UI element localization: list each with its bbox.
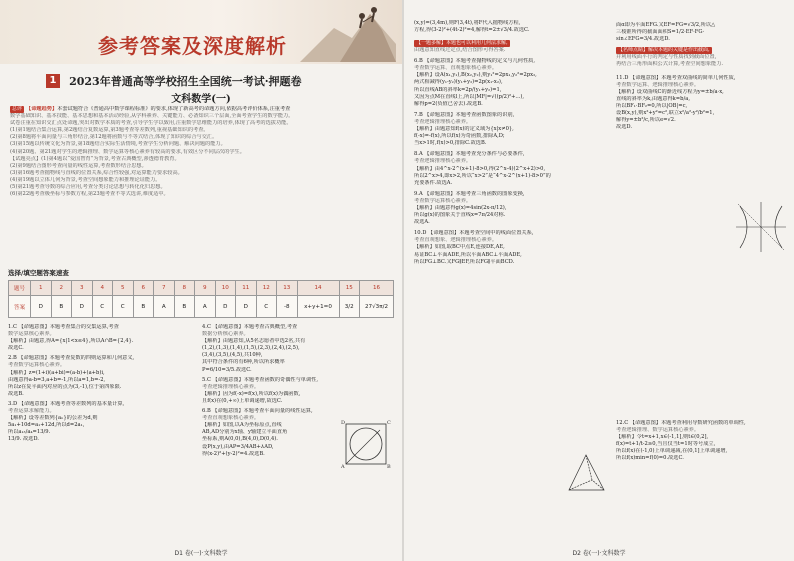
overview-block — [10, 106, 394, 198]
solution-line: 当x>1时,f(x)>0,排除C.故选B. — [414, 140, 487, 147]
table-cell: 4 — [92, 281, 113, 296]
overview-line: 数学基础知识、基本技能、基本思想和基本活动经验,从学科素养、关键能力、必备知识三个层面,全面考查学生的数学能力。 — [10, 113, 294, 120]
table-cell: 6 — [133, 281, 154, 296]
solution-line: 易证BC⊥平面ADE,所以平面ABC⊥平面ADE, — [414, 251, 522, 258]
table-cell: D — [236, 296, 257, 318]
solution-line: 【解析】设A(x₁,y₁),B(x₂,y₂),则y₁²=2px₁,y₂²=2px₂, — [414, 72, 537, 79]
overview-text: 本套试题符合《普通高中数学课程标准》的要求,体现了新高考的命题方向,依据高考评价体系,注重考查 — [57, 106, 291, 112]
solution-line: 【解析】z=(1+i)(a+bi)=(a-b)+(a+b)i, — [8, 369, 105, 376]
climber-head-2 — [371, 7, 377, 13]
solution-line: (x,y)=(3,4m),则F(3,4t),将F代入抛物线方程, — [414, 20, 521, 26]
solution-line: 【解析】如图,以A为坐标原点,直线 — [202, 422, 282, 429]
label-point: A — [341, 464, 345, 468]
table-cell: C — [256, 296, 277, 318]
solution-line: 7.B 【命题意图】本题考查函数图象的识别, — [414, 111, 515, 118]
banner-title: 参考答案及深度解析 — [98, 34, 287, 58]
solution-line: 5a₁+10d=a₁+12d,所以d=2a₁, — [8, 422, 85, 429]
solution-line: sin∠EFG=3/4.故选D. — [616, 36, 670, 43]
solution-line: 所以BF₁·BF₂=0,所以|OB|=c, — [616, 102, 688, 109]
solution-line: 2.B 【命题意图】本题考查复数的四则运算和几何意义, — [8, 355, 135, 362]
solution-line: f(-x)=-f(x),所以f(x)为奇函数,排除A,D; — [414, 133, 505, 140]
solution-line: 考查逻辑推理、数学运算核心素养。 — [616, 427, 700, 434]
solution-line: 坐标系,则A(0,0),B(4,0),D(0,4). — [202, 436, 278, 443]
diagonal-line — [346, 430, 380, 464]
solution-line: 考查逻辑推理核心素养。 — [414, 158, 472, 165]
solution-line: 考查运算求解能力。 — [8, 408, 55, 415]
solution-line: 考查直观想象核心素养。 — [202, 415, 260, 422]
answer-value-row — [9, 296, 394, 318]
solution-line: 9.A 【命题意图】本题考查三角函数的图象变换, — [414, 190, 525, 197]
solution-line: 5.C 【命题意图】本题考查函数的奇偶性与单调性, — [202, 376, 318, 383]
table-cell: 27√3π/2 — [360, 296, 394, 318]
overview-line: (4)第19题以立体几何为背景,考查空间想象能力和推理论证能力。 — [10, 176, 161, 183]
right-page — [404, 0, 794, 561]
solution-line: 【解析】因为f(-x)=f(x),所以f(x)为偶函数, — [202, 390, 301, 397]
solution-line: 考查逻辑推理核心素养。 — [202, 383, 260, 390]
table-cell: 10 — [215, 281, 236, 296]
solution-line: 又因为点M在直线l上,所以|MF|=√((p/2)²+...), — [414, 93, 525, 100]
overview-line: (2)第9题结合图形考查向量的线性运算,考查数形结合思想。 — [10, 162, 147, 169]
table-cell: B — [174, 296, 195, 318]
solution-line: 所以f(x)min=f(0)=0.故选C. — [616, 455, 684, 462]
solution-line: 故选B. — [8, 390, 24, 397]
table-cell: A — [154, 296, 175, 318]
overview-line: (4)第20题、第21题对学生的逻辑推理、数学运算等核心素养有较高的要求,有效区分不同层次的学生。 — [10, 148, 245, 155]
table-cell: D — [72, 296, 93, 318]
solution-line: 13/9. 故选D. — [8, 436, 39, 443]
tetrahedron-edge — [569, 480, 592, 490]
exam-title: 2023年普通高等学校招生全国统一考试·押题卷 — [69, 74, 302, 88]
table-cell: D — [215, 296, 236, 318]
right-footer: D2 卷(一)·文科数学 — [572, 550, 626, 557]
answer-table-title: 选择/填空题答案速查 — [8, 269, 69, 277]
solution-line: 故选A. — [414, 219, 430, 226]
solution-line: 12.C 【命题意图】本题考查利用导数研究函数的单调性, — [616, 420, 746, 426]
solution-line: 解得p=2(负值已舍去).故选B. — [414, 100, 483, 107]
table-cell: 3 — [72, 281, 93, 296]
label-point: C — [387, 420, 391, 426]
answer-header-row — [9, 281, 394, 296]
solution-line: 设B(x,y),则x²+y²=c²,联立x²/a²-y²/b²=1, — [616, 110, 715, 117]
solution-line: 【解析】由题意,得A={x|1<x≤4},所以A∩B={2,4}. — [8, 338, 134, 345]
table-cell: B — [133, 296, 154, 318]
table-cell: 1 — [31, 281, 52, 296]
solution-line: 且f(x)在(0,+∞)上单调递增,故选C. — [202, 397, 283, 404]
right-column-1 — [414, 40, 610, 266]
solution-line: 并利用线面平行的判定与性质找到截面位置, — [616, 54, 717, 61]
table-cell: 答案 — [9, 296, 31, 318]
table-cell: 16 — [360, 281, 394, 296]
solution-line: 充要条件.故选A. — [414, 179, 453, 186]
table-cell: 12 — [256, 281, 277, 296]
solution-line: 【解析】设等差数列{aₙ}的公差为d,则 — [8, 415, 98, 422]
solution-line: 故选D. — [616, 124, 632, 131]
exam-title-bar — [46, 70, 376, 86]
solution-line: 所以直线AB的斜率k=2p/(y₁+y₂)=1, — [414, 86, 502, 93]
solution-line: P=6/10=3/5.故选C. — [202, 366, 252, 373]
overview-line: 试卷注重在知识交汇点处命题,突出对数学本质的考查,引导学生学以致用,注重数学思维能力的培养,体现了高考的选拔功能。 — [10, 120, 292, 127]
right-column-2 — [616, 22, 788, 131]
right-top-lines — [414, 20, 610, 34]
overview-tag: 总评 — [12, 106, 23, 112]
solution-line: 考查直观想象、逻辑推理核心素养。 — [414, 237, 498, 244]
banner — [0, 0, 402, 64]
solution-line: 数学运算核心素养。 — [8, 331, 55, 338]
solution-line: 解得y=±b²/c,所以e=√2. — [616, 117, 676, 124]
tetrahedron-edge — [586, 455, 592, 480]
label-point: D — [341, 420, 346, 426]
solution-line: 【解析】设双曲线C的渐近线方程为y=±b/a·x, — [616, 88, 724, 95]
solution-line: 6.B 【命题意图】本题考查平面向量的线性运算, — [202, 408, 313, 415]
overview-label: 【命题趋势】 — [26, 106, 58, 112]
table-cell: -8 — [277, 296, 298, 318]
solution-line: (1,2),(1,3),(1,4),(1,5),(2,3),(2,4),(2,5), — [202, 345, 300, 352]
solutions-column-1 — [8, 324, 194, 444]
table-cell: D — [31, 296, 52, 318]
solution-line — [616, 47, 788, 54]
solution-line: 其中符合条件的有6种,所以所求概率 — [202, 359, 285, 366]
table-cell: A — [195, 296, 216, 318]
solution-line: 面α即为平面EFG.又EF=FG=√3/2,所以△ — [616, 22, 716, 28]
solution-line: 直线的斜率为k,由题意得k=b/a, — [616, 95, 690, 102]
solution-line: 1.C 【命题意图】本题考查集合的交集运算,考查 — [8, 324, 119, 330]
climbers-illustration — [300, 4, 396, 62]
solution-line: 所以a₁₃/a₄=13/9. — [8, 429, 51, 436]
table-cell: 题号 — [9, 281, 31, 296]
exam-subtitle: 文科数学(一) — [171, 94, 231, 105]
solution-line: 数据分析核心素养。 — [202, 331, 249, 338]
table-cell: 14 — [297, 281, 339, 296]
solution-line: AB,AD分别为x轴、y轴建立平面直角 — [202, 429, 288, 436]
solution-line: 6.B 【命题意图】本题考查抛物线的定义与几何性质, — [414, 58, 535, 65]
solution-line: 再结合三角形面积公式计算,考查空间想象能力. — [616, 61, 724, 68]
solution-line: 方程,得(3-2)²+(4t-2)²=4,解得t=2±√3/4.故选C. — [414, 27, 530, 34]
solution-line: 【解析】由4^x-2^(x+1)-8>0,得(2^x-4)(2^x+2)>0, — [414, 165, 546, 172]
answer-table — [8, 280, 394, 318]
tetrahedron-face — [569, 455, 604, 490]
solution-line: 4.C 【命题意图】本题考查古典概型,考查 — [202, 324, 298, 330]
solution-line: 8.A 【命题意图】本题考查充分条件与必要条件, — [414, 151, 525, 158]
table-cell: C — [113, 296, 134, 318]
table-cell: 3/2 — [339, 296, 360, 318]
table-cell: 2 — [51, 281, 72, 296]
table-cell: 5 — [113, 281, 134, 296]
table-cell: 7 — [154, 281, 175, 296]
multi-solution-tag: 【一题多解】本题也可以利用几何法求解, — [416, 40, 508, 46]
table-cell: 9 — [195, 281, 216, 296]
solution-line: 所以FG⊥BC.又FG∥EF,所以FG∥平面BCD. — [414, 258, 515, 265]
right-column-2-lower — [616, 420, 788, 463]
geometry-figure — [340, 418, 394, 468]
overview-line: 【试题亮点】(1)第4题以“爱国智育”为背景,考查古典概型,渗透德育教育。 — [10, 155, 180, 162]
table-cell: 15 — [339, 281, 360, 296]
solution-line: 【解析】由题意知,从5名志愿者中选2名,共有 — [202, 338, 306, 345]
left-footer: D1 卷(一)·文科数学 — [174, 550, 228, 557]
solution-line: (3,4),(3,5),(4,5),共10种, — [202, 352, 263, 359]
overview-line — [10, 106, 394, 113]
solution-line: 考查数学运算、逻辑推理核心素养。 — [616, 81, 700, 88]
solution-line: 10.D 【命题意图】本题考查空间中的线面位置关系, — [414, 230, 534, 237]
overview-line: (3)第15题以传统文化为背景,第18题结合实际生活情境,考查学生分析问题、解决问题的能力。 — [10, 141, 226, 148]
solution-line: 考查数学运算、直观想象核心素养。 — [414, 65, 498, 72]
solution-line: 【解析】令t=x+1,x∈(-1,1],则t∈(0,2], — [616, 434, 709, 441]
solution-line: 【解析】如图,取BC中点E,连接DE,AE, — [414, 244, 505, 251]
table-cell: x+y+1=0 — [297, 296, 339, 318]
solution-line: 考查数学运算核心素养。 — [8, 362, 66, 369]
solutions-column-2 — [202, 324, 396, 468]
solution-line: 【解析】由题意得g(x)=4sin(2x-π/12), — [414, 204, 507, 211]
solution-line: 3.D 【命题意图】本题考查等差数列的基本量计算, — [8, 400, 125, 407]
overview-line: (3)第16题考查抛物线与直线的位置关系,综合性较强,对运算能力要求较高。 — [10, 169, 183, 176]
overview-line: (1)第1题结合集合运算,第2题结合复数运算,第3题考查等差数列,重视基础知识的考查。 — [10, 127, 209, 134]
solution-line: 所以z在复平面内对应的点为(3,-1),位于第四象限. — [8, 383, 122, 390]
overview-line: (5)第21题考查导数的综合应用,考查分类讨论思想与转化化归思想。 — [10, 184, 166, 191]
solution-line — [414, 40, 610, 47]
solution-line: 得(x-2)²+(y-2)²=4.故选B. — [202, 450, 265, 457]
solution-line: 由题意得a-b=3,a+b=-1,所以a=1,b=-2, — [8, 376, 106, 383]
solution-line: 由题意知直线过定点,结合图形可得答案. — [414, 47, 506, 54]
hyperbola-figure — [734, 200, 788, 254]
solution-line: 【解析】由题意知f(x)的定义域为{x|x≠0}, — [414, 126, 514, 133]
table-cell: 8 — [174, 281, 195, 296]
exam-number: 1 — [46, 74, 60, 88]
solution-line: 所以f(x)在(-1,0)上单调递减,在(0,1]上单调递增, — [616, 448, 728, 455]
solution-line: 11.D 【命题意图】本题考查双曲线的简单几何性质, — [616, 74, 736, 81]
table-cell: B — [51, 296, 72, 318]
solution-line: 考查逻辑推理核心素养。 — [414, 118, 472, 125]
overview-line: (6)第22题考查极坐标与参数方程,第23题考查不等式选讲,难度适中。 — [10, 191, 169, 198]
solution-line: 两式相减得(y₁-y₂)(y₁+y₂)=2p(x₁-x₂), — [414, 79, 503, 86]
table-cell: 11 — [236, 281, 257, 296]
solution-line: 所以2^x>4,即x>2,所以“x>2”是“4^x-2^(x+1)-8>0”的 — [414, 172, 551, 179]
table-cell: 13 — [277, 281, 298, 296]
overview-line: (2)第8题将平面向量与三角形结合,第12题将函数与不等式结合,体现了知识的综合与交汇。 — [10, 134, 218, 141]
tetrahedron-figure — [566, 452, 608, 496]
tetrahedron-edge — [592, 480, 604, 490]
label-point: B — [387, 464, 391, 468]
solution-line: 所以g(x)的图象关于直线x=7π/24对称. — [414, 212, 506, 219]
solution-line: 设P(x,y),由AP=3/4AB+λAD, — [202, 443, 274, 450]
solution-line: 故选C. — [8, 345, 24, 352]
climber-head-1 — [359, 13, 365, 19]
solution-line: 考查数学运算核心素养。 — [414, 197, 472, 204]
table-cell: C — [92, 296, 113, 318]
teacher-tip-tag: 【名师点睛】解决本题的关键是作出截面, — [618, 47, 710, 54]
solution-line: 三棱锥所得的截面面积S=1/2·EF·FG· — [616, 29, 705, 36]
solution-line: f(x)=t+1/t-2≥0,当且仅当t=1时等号成立, — [616, 441, 716, 448]
